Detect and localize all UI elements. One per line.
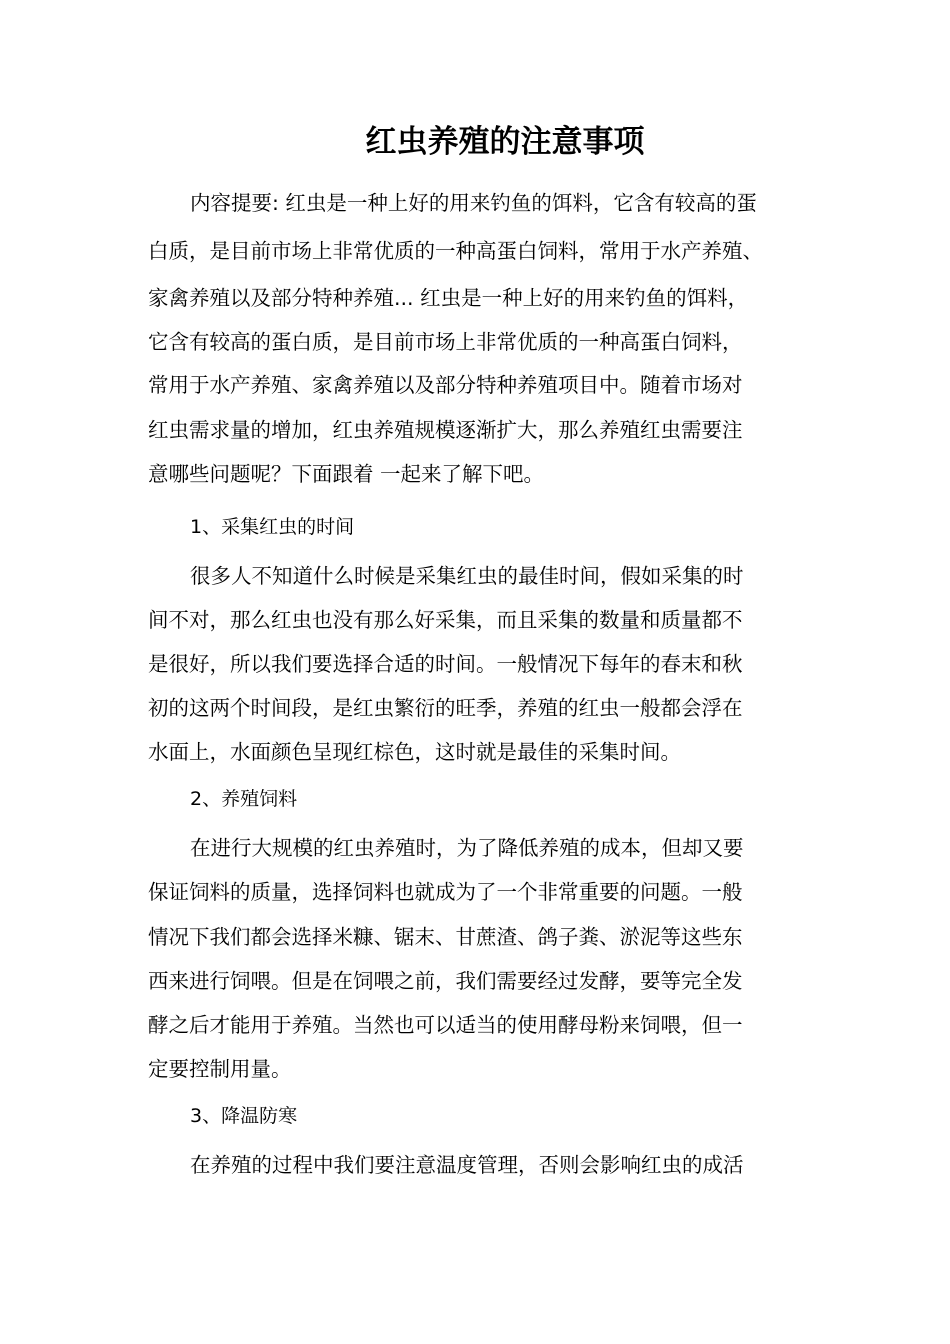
paragraph-line: 很多人不知道什么时候是采集红虫的最佳时间，假如采集的时 bbox=[190, 564, 744, 588]
paragraph-line: 白质，是目前市场上非常优质的一种高蛋白饲料，常用于水产养殖、 bbox=[148, 239, 763, 263]
paragraph-line: 间不对，那么红虫也没有那么好采集，而且采集的数量和质量都不 bbox=[148, 608, 743, 632]
section-heading: 2、养殖饲料 bbox=[190, 788, 298, 810]
paragraph-line: 是很好，所以我们要选择合适的时间。一般情况下每年的春末和秋 bbox=[148, 652, 743, 676]
paragraph-line: 家禽养殖以及部分特种养殖... 红虫是一种上好的用来钓鱼的饵料， bbox=[148, 286, 749, 310]
paragraph-line: 水面上，水面颜色呈现红棕色，这时就是最佳的采集时间。 bbox=[148, 740, 681, 764]
paragraph-line: 保证饲料的质量，选择饲料也就成为了一个非常重要的问题。一般 bbox=[148, 880, 743, 904]
document-title: 红虫养殖的注意事项 bbox=[365, 124, 645, 160]
section-heading: 1、采集红虫的时间 bbox=[190, 516, 355, 538]
paragraph-line: 它含有较高的蛋白质，是目前市场上非常优质的一种高蛋白饲料， bbox=[148, 330, 743, 354]
paragraph-line: 初的这两个时间段，是红虫繁衍的旺季，养殖的红虫一般都会浮在 bbox=[148, 696, 743, 720]
paragraph-line: 红虫需求量的增加，红虫养殖规模逐渐扩大，那么养殖红虫需要注 bbox=[148, 418, 743, 442]
paragraph-line: 情况下我们都会选择米糠、锯末、甘蔗渣、鸽子粪、淤泥等这些东 bbox=[148, 925, 743, 949]
paragraph-line: 意哪些问题呢？下面跟着 一起来了解下吧。 bbox=[148, 462, 545, 486]
paragraph-line: 在养殖的过程中我们要注意温度管理，否则会影响红虫的成活 bbox=[190, 1153, 744, 1177]
section-heading: 3、降温防寒 bbox=[190, 1105, 298, 1127]
paragraph-line: 常用于水产养殖、家禽养殖以及部分特种养殖项目中。随着市场对 bbox=[148, 373, 743, 397]
paragraph-line: 定要控制用量。 bbox=[148, 1057, 292, 1081]
paragraph-line: 在进行大规模的红虫养殖时，为了降低养殖的成本，但却又要 bbox=[190, 836, 744, 860]
paragraph-line: 内容提要: 红虫是一种上好的用来钓鱼的饵料，它含有较高的蛋 bbox=[190, 191, 757, 215]
paragraph-line: 西来进行饲喂。但是在饲喂之前，我们需要经过发酵，要等完全发 bbox=[148, 969, 743, 993]
paragraph-line: 酵之后才能用于养殖。当然也可以适当的使用酵母粉来饲喂，但一 bbox=[148, 1013, 743, 1037]
